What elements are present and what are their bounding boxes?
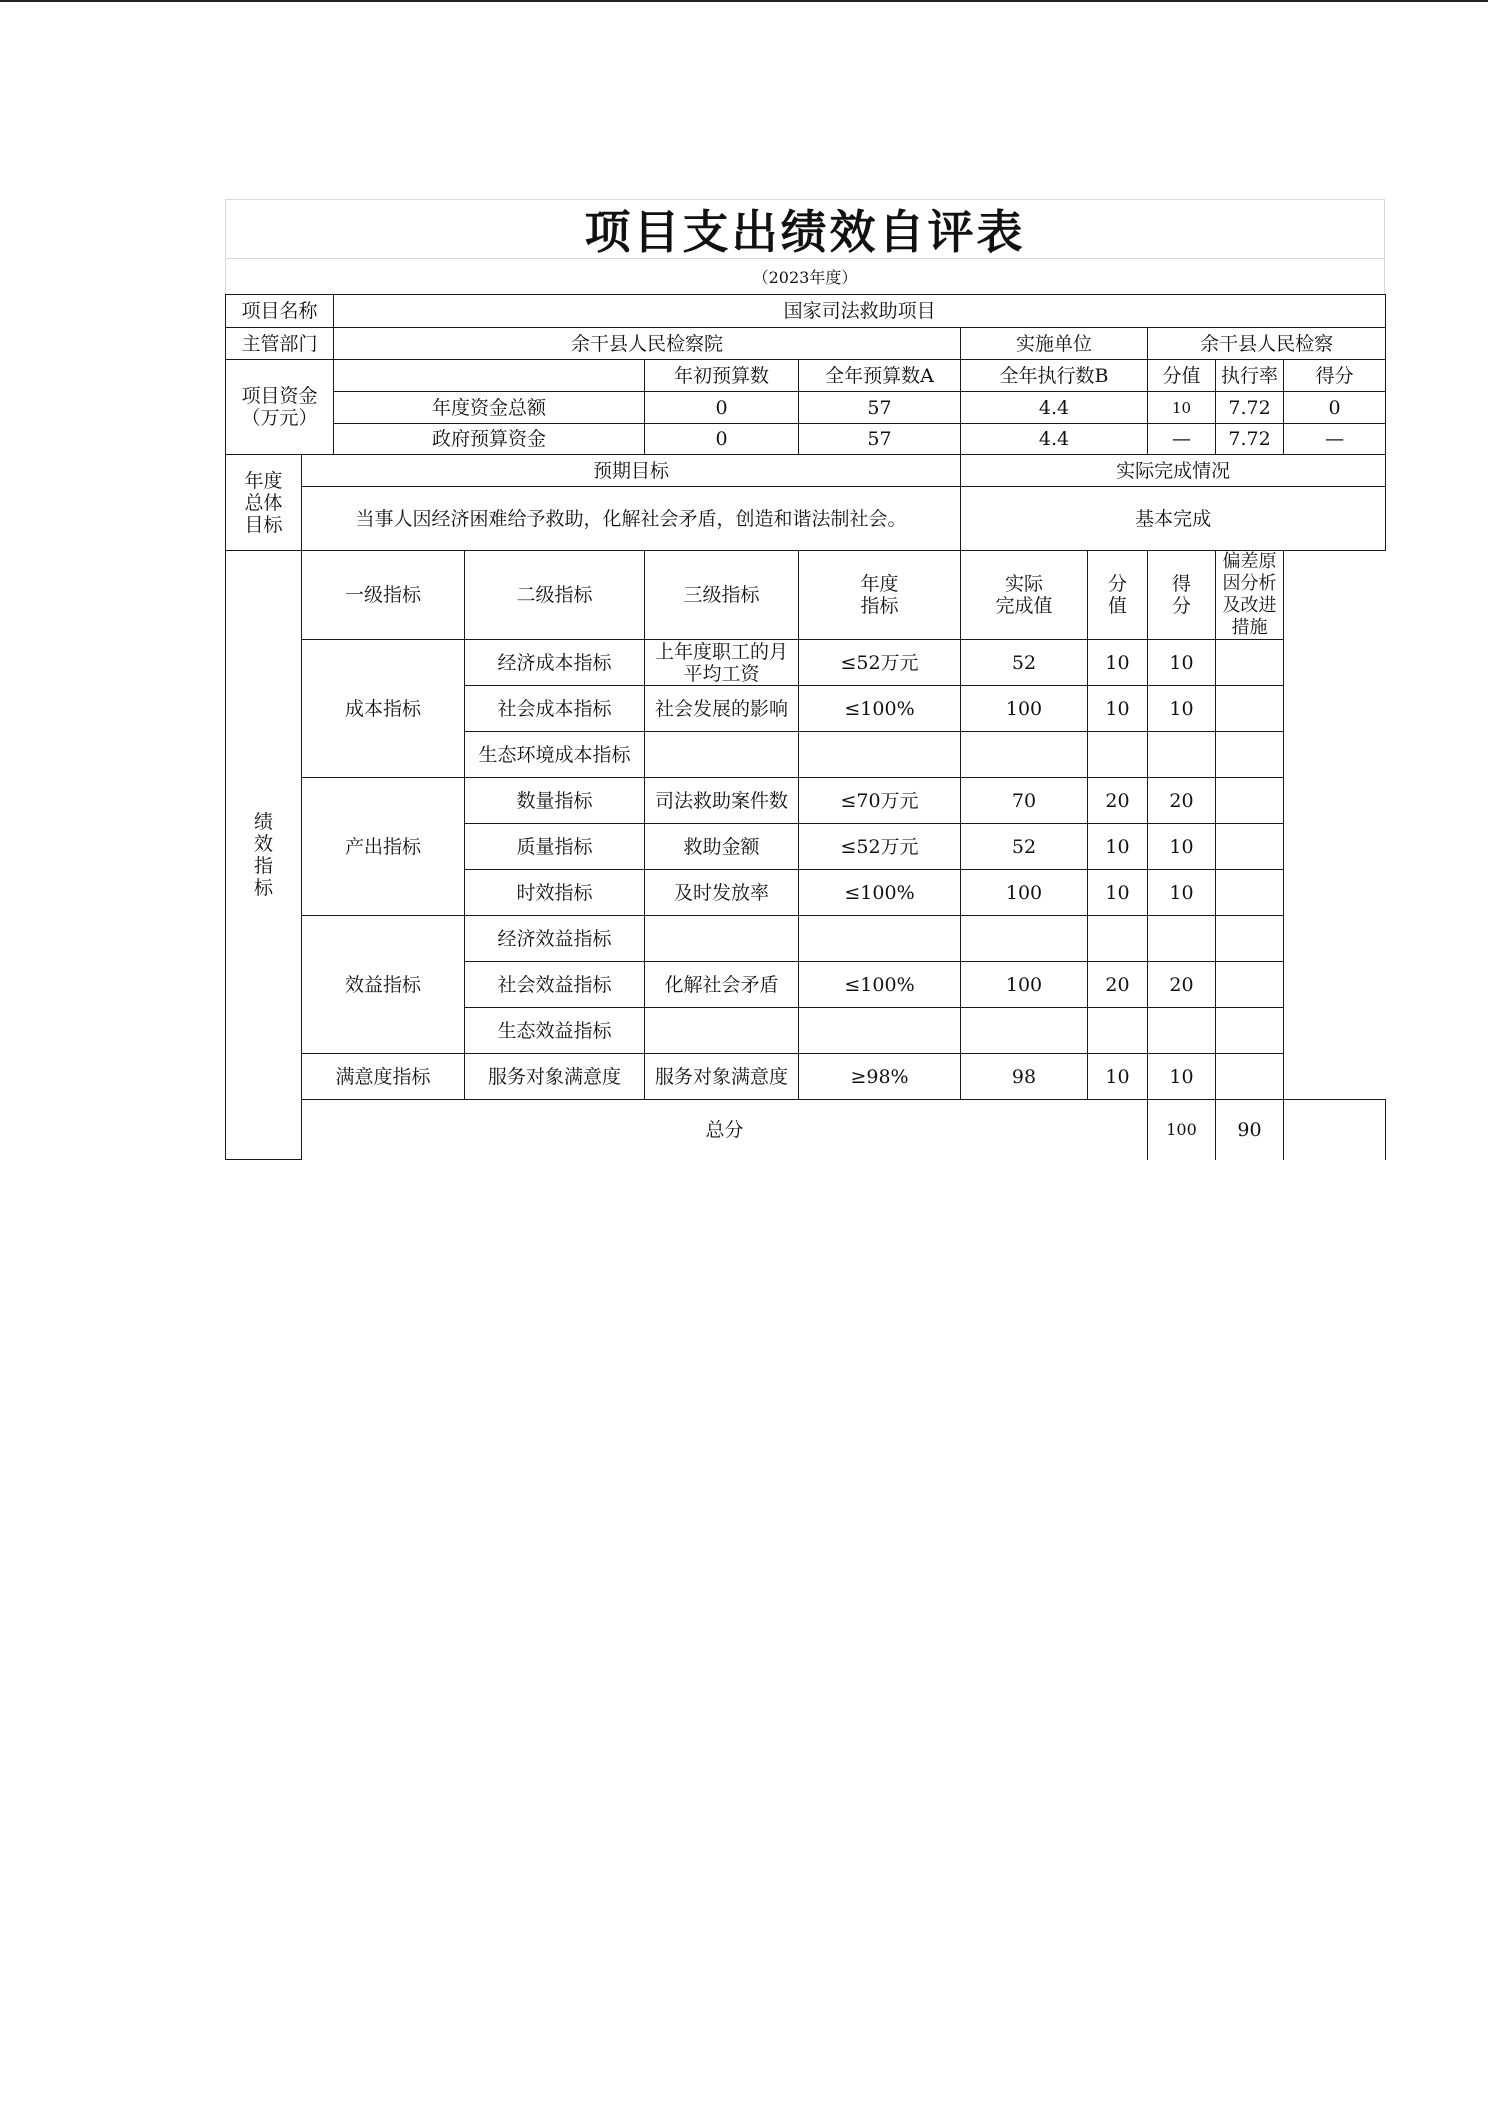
note — [1216, 778, 1284, 824]
project-name-value: 国家司法救助项目 — [334, 295, 1386, 328]
col-target: 年度 指标 — [799, 551, 961, 640]
funds-initial: 0 — [645, 424, 799, 455]
col-score: 得 分 — [1148, 551, 1216, 640]
goal-actual: 基本完成 — [961, 487, 1386, 551]
target: ≤100% — [799, 962, 961, 1008]
level2: 生态环境成本指标 — [465, 732, 645, 778]
funds-initial: 0 — [645, 392, 799, 424]
col-actual: 实际 完成值 — [961, 551, 1088, 640]
total-value: 100 — [1148, 1100, 1216, 1160]
value: 10 — [1088, 1054, 1148, 1100]
indicators-section-label: 绩 效 指 标 — [226, 551, 302, 1160]
target: ≤52万元 — [799, 640, 961, 686]
group-name: 成本指标 — [302, 640, 465, 778]
funds-score: 0 — [1284, 392, 1386, 424]
score: 10 — [1148, 824, 1216, 870]
total-label: 总分 — [302, 1100, 1148, 1160]
funds-col-score: 得分 — [1284, 360, 1386, 392]
score: 10 — [1148, 686, 1216, 732]
funds-row-label: 年度资金总额 — [334, 392, 645, 424]
level3: 司法救助案件数 — [645, 778, 799, 824]
funds-label: 项目资金 （万元） — [226, 360, 334, 455]
note — [1216, 870, 1284, 916]
note — [1216, 962, 1284, 1008]
value — [1088, 732, 1148, 778]
funds-rate: 7.72 — [1216, 424, 1284, 455]
level3: 救助金额 — [645, 824, 799, 870]
col-level1: 一级指标 — [302, 551, 465, 640]
actual: 100 — [961, 686, 1088, 732]
score — [1148, 732, 1216, 778]
evaluation-table — [225, 294, 1386, 1160]
value: 20 — [1088, 962, 1148, 1008]
actual: 98 — [961, 1054, 1088, 1100]
funds-annual: 57 — [799, 424, 961, 455]
page-top-border — [0, 0, 1488, 2]
note — [1216, 916, 1284, 962]
total-score: 90 — [1216, 1100, 1284, 1160]
actual — [961, 732, 1088, 778]
note — [1216, 686, 1284, 732]
score: 20 — [1148, 778, 1216, 824]
level2: 生态效益指标 — [465, 1008, 645, 1054]
target: ≤70万元 — [799, 778, 961, 824]
level2: 质量指标 — [465, 824, 645, 870]
level3: 服务对象满意度 — [645, 1054, 799, 1100]
col-level2: 二级指标 — [465, 551, 645, 640]
note — [1216, 732, 1284, 778]
goal-expected-header: 预期目标 — [302, 455, 961, 487]
note — [1216, 1008, 1284, 1054]
impl-unit-value: 余干县人民检察 — [1148, 328, 1386, 360]
funds-annual: 57 — [799, 392, 961, 424]
value: 10 — [1088, 640, 1148, 686]
note — [1216, 640, 1284, 686]
actual — [961, 916, 1088, 962]
actual — [961, 1008, 1088, 1054]
target: ≤100% — [799, 686, 961, 732]
goal-label: 年度 总体 目标 — [226, 455, 302, 551]
value: 10 — [1088, 870, 1148, 916]
actual: 52 — [961, 640, 1088, 686]
level3 — [645, 1008, 799, 1054]
level2: 经济效益指标 — [465, 916, 645, 962]
score: 20 — [1148, 962, 1216, 1008]
value — [1088, 916, 1148, 962]
score — [1148, 1008, 1216, 1054]
level3: 化解社会矛盾 — [645, 962, 799, 1008]
level3: 上年度职工的月平均工资 — [645, 640, 799, 686]
group-name: 满意度指标 — [302, 1054, 465, 1100]
funds-score-value: 10 — [1148, 392, 1216, 424]
col-note: 偏差原因分析 及改进措施 — [1216, 551, 1284, 640]
funds-rate: 7.72 — [1216, 392, 1284, 424]
col-value: 分 值 — [1088, 551, 1148, 640]
dept-value: 余干县人民检察院 — [334, 328, 961, 360]
actual: 100 — [961, 870, 1088, 916]
level2: 数量指标 — [465, 778, 645, 824]
col-level3: 三级指标 — [645, 551, 799, 640]
score: 10 — [1148, 870, 1216, 916]
level2: 经济成本指标 — [465, 640, 645, 686]
score — [1148, 916, 1216, 962]
actual: 70 — [961, 778, 1088, 824]
level2: 时效指标 — [465, 870, 645, 916]
funds-corner — [334, 360, 645, 392]
impl-unit-label: 实施单位 — [961, 328, 1148, 360]
goal-expected: 当事人因经济困难给予救助，化解社会矛盾，创造和谐法制社会。 — [302, 487, 961, 551]
level3: 及时发放率 — [645, 870, 799, 916]
goal-actual-header: 实际完成情况 — [961, 455, 1386, 487]
funds-score-value: — — [1148, 424, 1216, 455]
target — [799, 1008, 961, 1054]
value: 20 — [1088, 778, 1148, 824]
funds-col-annual: 全年预算数A — [799, 360, 961, 392]
value — [1088, 1008, 1148, 1054]
funds-col-score-value: 分值 — [1148, 360, 1216, 392]
level3 — [645, 732, 799, 778]
document-year: （2023年度） — [225, 258, 1385, 294]
target — [799, 916, 961, 962]
evaluation-sheet — [225, 199, 1385, 1160]
target: ≥98% — [799, 1054, 961, 1100]
level2: 服务对象满意度 — [465, 1054, 645, 1100]
funds-executed: 4.4 — [961, 424, 1148, 455]
target: ≤52万元 — [799, 824, 961, 870]
level3 — [645, 916, 799, 962]
total-note — [1284, 1100, 1386, 1160]
group-name: 产出指标 — [302, 778, 465, 916]
value: 10 — [1088, 686, 1148, 732]
note — [1216, 1054, 1284, 1100]
level2: 社会成本指标 — [465, 686, 645, 732]
group-name: 效益指标 — [302, 916, 465, 1054]
funds-score: — — [1284, 424, 1386, 455]
project-name-label: 项目名称 — [226, 295, 334, 328]
target — [799, 732, 961, 778]
funds-col-executed: 全年执行数B — [961, 360, 1148, 392]
value: 10 — [1088, 824, 1148, 870]
funds-row-label: 政府预算资金 — [334, 424, 645, 455]
target: ≤100% — [799, 870, 961, 916]
actual: 52 — [961, 824, 1088, 870]
funds-col-rate: 执行率 — [1216, 360, 1284, 392]
note — [1216, 824, 1284, 870]
level2: 社会效益指标 — [465, 962, 645, 1008]
document-title: 项目支出绩效自评表 — [225, 199, 1385, 258]
dept-label: 主管部门 — [226, 328, 334, 360]
actual: 100 — [961, 962, 1088, 1008]
funds-executed: 4.4 — [961, 392, 1148, 424]
score: 10 — [1148, 1054, 1216, 1100]
level3: 社会发展的影响 — [645, 686, 799, 732]
funds-col-initial: 年初预算数 — [645, 360, 799, 392]
score: 10 — [1148, 640, 1216, 686]
